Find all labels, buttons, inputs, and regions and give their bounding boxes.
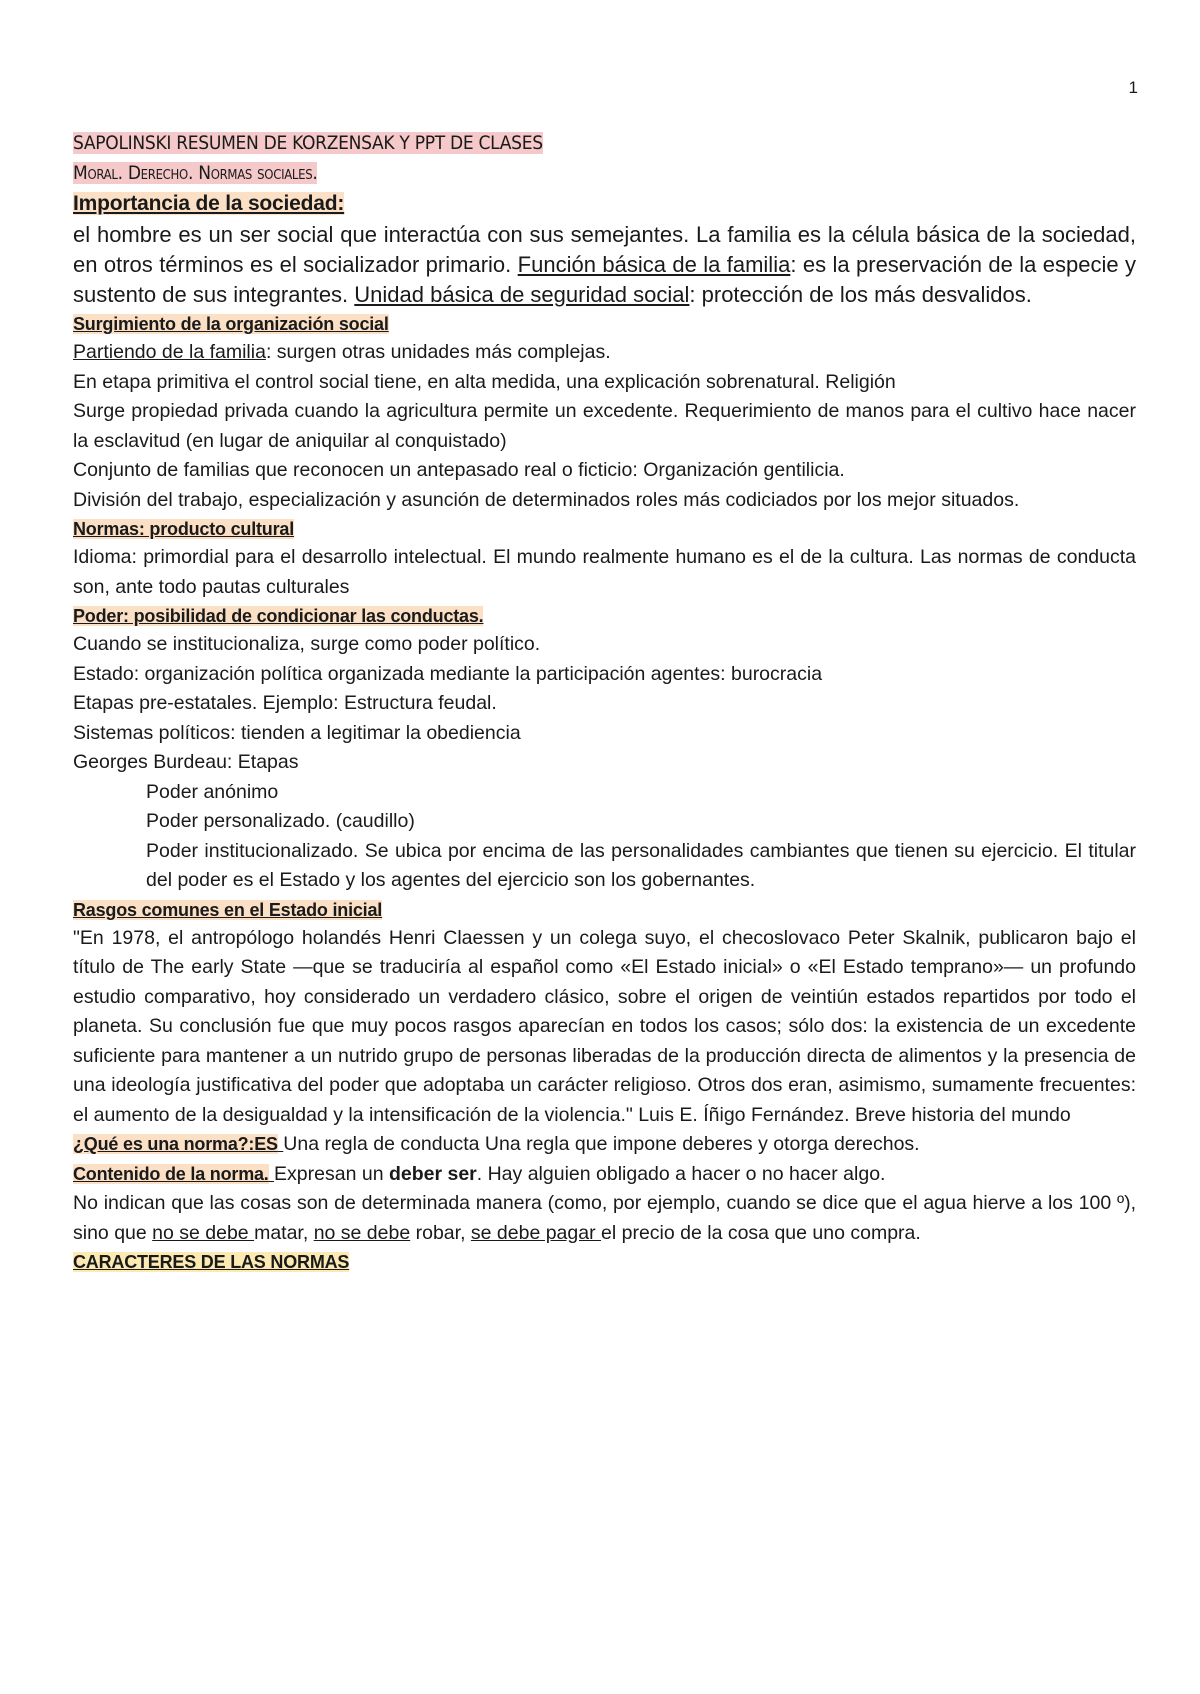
bold-text: deber ser: [388, 1162, 477, 1185]
paragraph-importancia: [73, 220, 1136, 310]
document-body: [73, 128, 1136, 1276]
quote-author: Luis E. Íñigo Fernández. Breve historia del mundo: [638, 1103, 1071, 1126]
definition-line: [73, 1130, 1136, 1160]
paragraph-line: En etapa primitiva el control social tiene, en alta medida, una explicación sobrenatural. Religión: [73, 370, 896, 393]
text: : es la preservación de la especie y sustento de sus integrantes.: [73, 252, 1137, 307]
text: Expresan un: [274, 1162, 389, 1185]
paragraph-line: [73, 338, 1136, 368]
text: Una regla de conducta: [283, 1133, 485, 1155]
header-subtitle-line: [73, 158, 1136, 188]
text: el hombre es un ser social que interactúa con sus semejantes. La familia es la célula básica de la sociedad, en otros términos es el socializador primario.: [73, 222, 1136, 277]
section-heading-surgimiento: [73, 310, 1136, 338]
page-number: 1: [1128, 78, 1138, 97]
text: matar,: [254, 1221, 314, 1244]
header-title: SAPOLINSKI RESUMEN DE KORZENSAK Y PPT DE CLASES: [73, 132, 543, 154]
text: : protección de los más desvalidos.: [689, 282, 1032, 307]
section-heading-normas: [73, 515, 1136, 543]
text: . Hay alguien obligado a hacer o no hacer algo.: [476, 1162, 886, 1185]
indented-item: Poder personalizado. (caudillo): [146, 810, 415, 832]
quote-paragraph: [73, 924, 1136, 1131]
header-title-line: [73, 128, 1136, 158]
underlined-text: Unidad básica de seguridad social: [354, 282, 690, 307]
underlined-text: no se debe: [152, 1221, 255, 1244]
quote-text: "En 1978, el antropólogo holandés Henri Claessen y un colega suyo, el checoslovaco Peter Skalnik, publicaron bajo el título de The early State —que se traduciría al español como «El Estado inicial» o «El Estado temprano»— un profundo estudio comparativo, hoy considerado un verdadero clásico, sobre el origen de veintiún estados repartidos por todo el planeta. Su conclusión fue que muy pocos rasgos aparecían en todos los casos; sólo dos: la existencia de un excedente suficiente para mantener a un nutrido grupo de personas liberadas de la producción directa de alimentos y la presencia de una ideología justificativa del poder que adoptaba un carácter religioso. Otros dos eran, asimismo, sumamente frecuentes: el aumento de la desigualdad y la intensificación de la violencia.": [73, 926, 1136, 1126]
header-subtitle: Moral. Derecho. Normas sociales.: [73, 162, 318, 184]
paragraph-line: Etapas pre-estatales. Ejemplo: Estructura feudal.: [73, 692, 497, 714]
heading-text: Importancia de la sociedad:: [73, 192, 345, 215]
text: No indican que las cosas son de determinada manera (como, por ejemplo, cuando se dice que el agua hierve a los 100 º), sino que: [73, 1192, 1136, 1244]
heading-text: Surgimiento de la organización social: [73, 314, 389, 334]
heading-text: Poder: posibilidad de condicionar las conductas.: [73, 606, 484, 626]
paragraph-line: Cuando se institucionaliza, surge como poder político.: [73, 633, 541, 655]
text: Una regla que impone deberes y otorga derechos.: [484, 1133, 920, 1155]
underlined-text: Función básica de la familia: [517, 252, 791, 277]
paragraph-no-indican: [73, 1189, 1136, 1248]
heading-text: ¿Qué es una norma?:ES: [73, 1134, 278, 1154]
paragraph-line: Surge propiedad privada cuando la agricultura permite un excedente. Requerimiento de manos para el cultivo hace nacer la esclavitud (en lugar de aniquilar al conquistado): [73, 400, 1136, 452]
paragraph-normas: Idioma: primordial para el desarrollo intelectual. El mundo realmente humano es el de la cultura. Las normas de conducta son, ante todo pautas culturales: [73, 546, 1136, 598]
heading-text: CARACTERES DE LAS NORMAS: [73, 1252, 350, 1272]
paragraph-line: Conjunto de familias que reconocen un antepasado real o ficticio: Organización gentilicia.: [73, 459, 845, 481]
underlined-text: se debe pagar: [470, 1221, 602, 1244]
heading-text: Normas: producto cultural: [73, 519, 295, 539]
underlined-text: no se debe: [313, 1221, 411, 1244]
section-heading-rasgos: [73, 896, 1136, 924]
section-heading-importancia: [73, 188, 1136, 220]
text: : surgen otras unidades más complejas.: [265, 341, 611, 363]
section-heading-poder: [73, 602, 1136, 630]
content-line: [73, 1160, 1136, 1190]
section-heading-caracteres: [73, 1248, 1136, 1276]
indented-item: Poder institucionalizado. Se ubica por encima de las personalidades cambiantes que tienen su ejercicio. El titular del poder es el Estado y los agentes del ejercicio son los gobernantes.: [146, 839, 1136, 891]
paragraph-line: Estado: organización política organizada mediante la participación agentes: burocracia: [73, 662, 823, 685]
indented-item: Poder anónimo: [146, 780, 279, 803]
underlined-text: Partiendo de la familia: [73, 341, 266, 363]
heading-text: Rasgos comunes en el Estado inicial: [73, 899, 383, 920]
paragraph-line: División del trabajo, especialización y asunción de determinados roles más codiciados por los mejor situados.: [73, 488, 1020, 511]
text: el precio de la cosa que uno compra.: [601, 1221, 921, 1244]
heading-text: Contenido de la norma.: [73, 1163, 269, 1184]
paragraph-line: Georges Burdeau: Etapas: [73, 751, 299, 773]
paragraph-line: Sistemas políticos: tienden a legitimar la obediencia: [73, 721, 521, 744]
text: robar,: [410, 1221, 471, 1244]
